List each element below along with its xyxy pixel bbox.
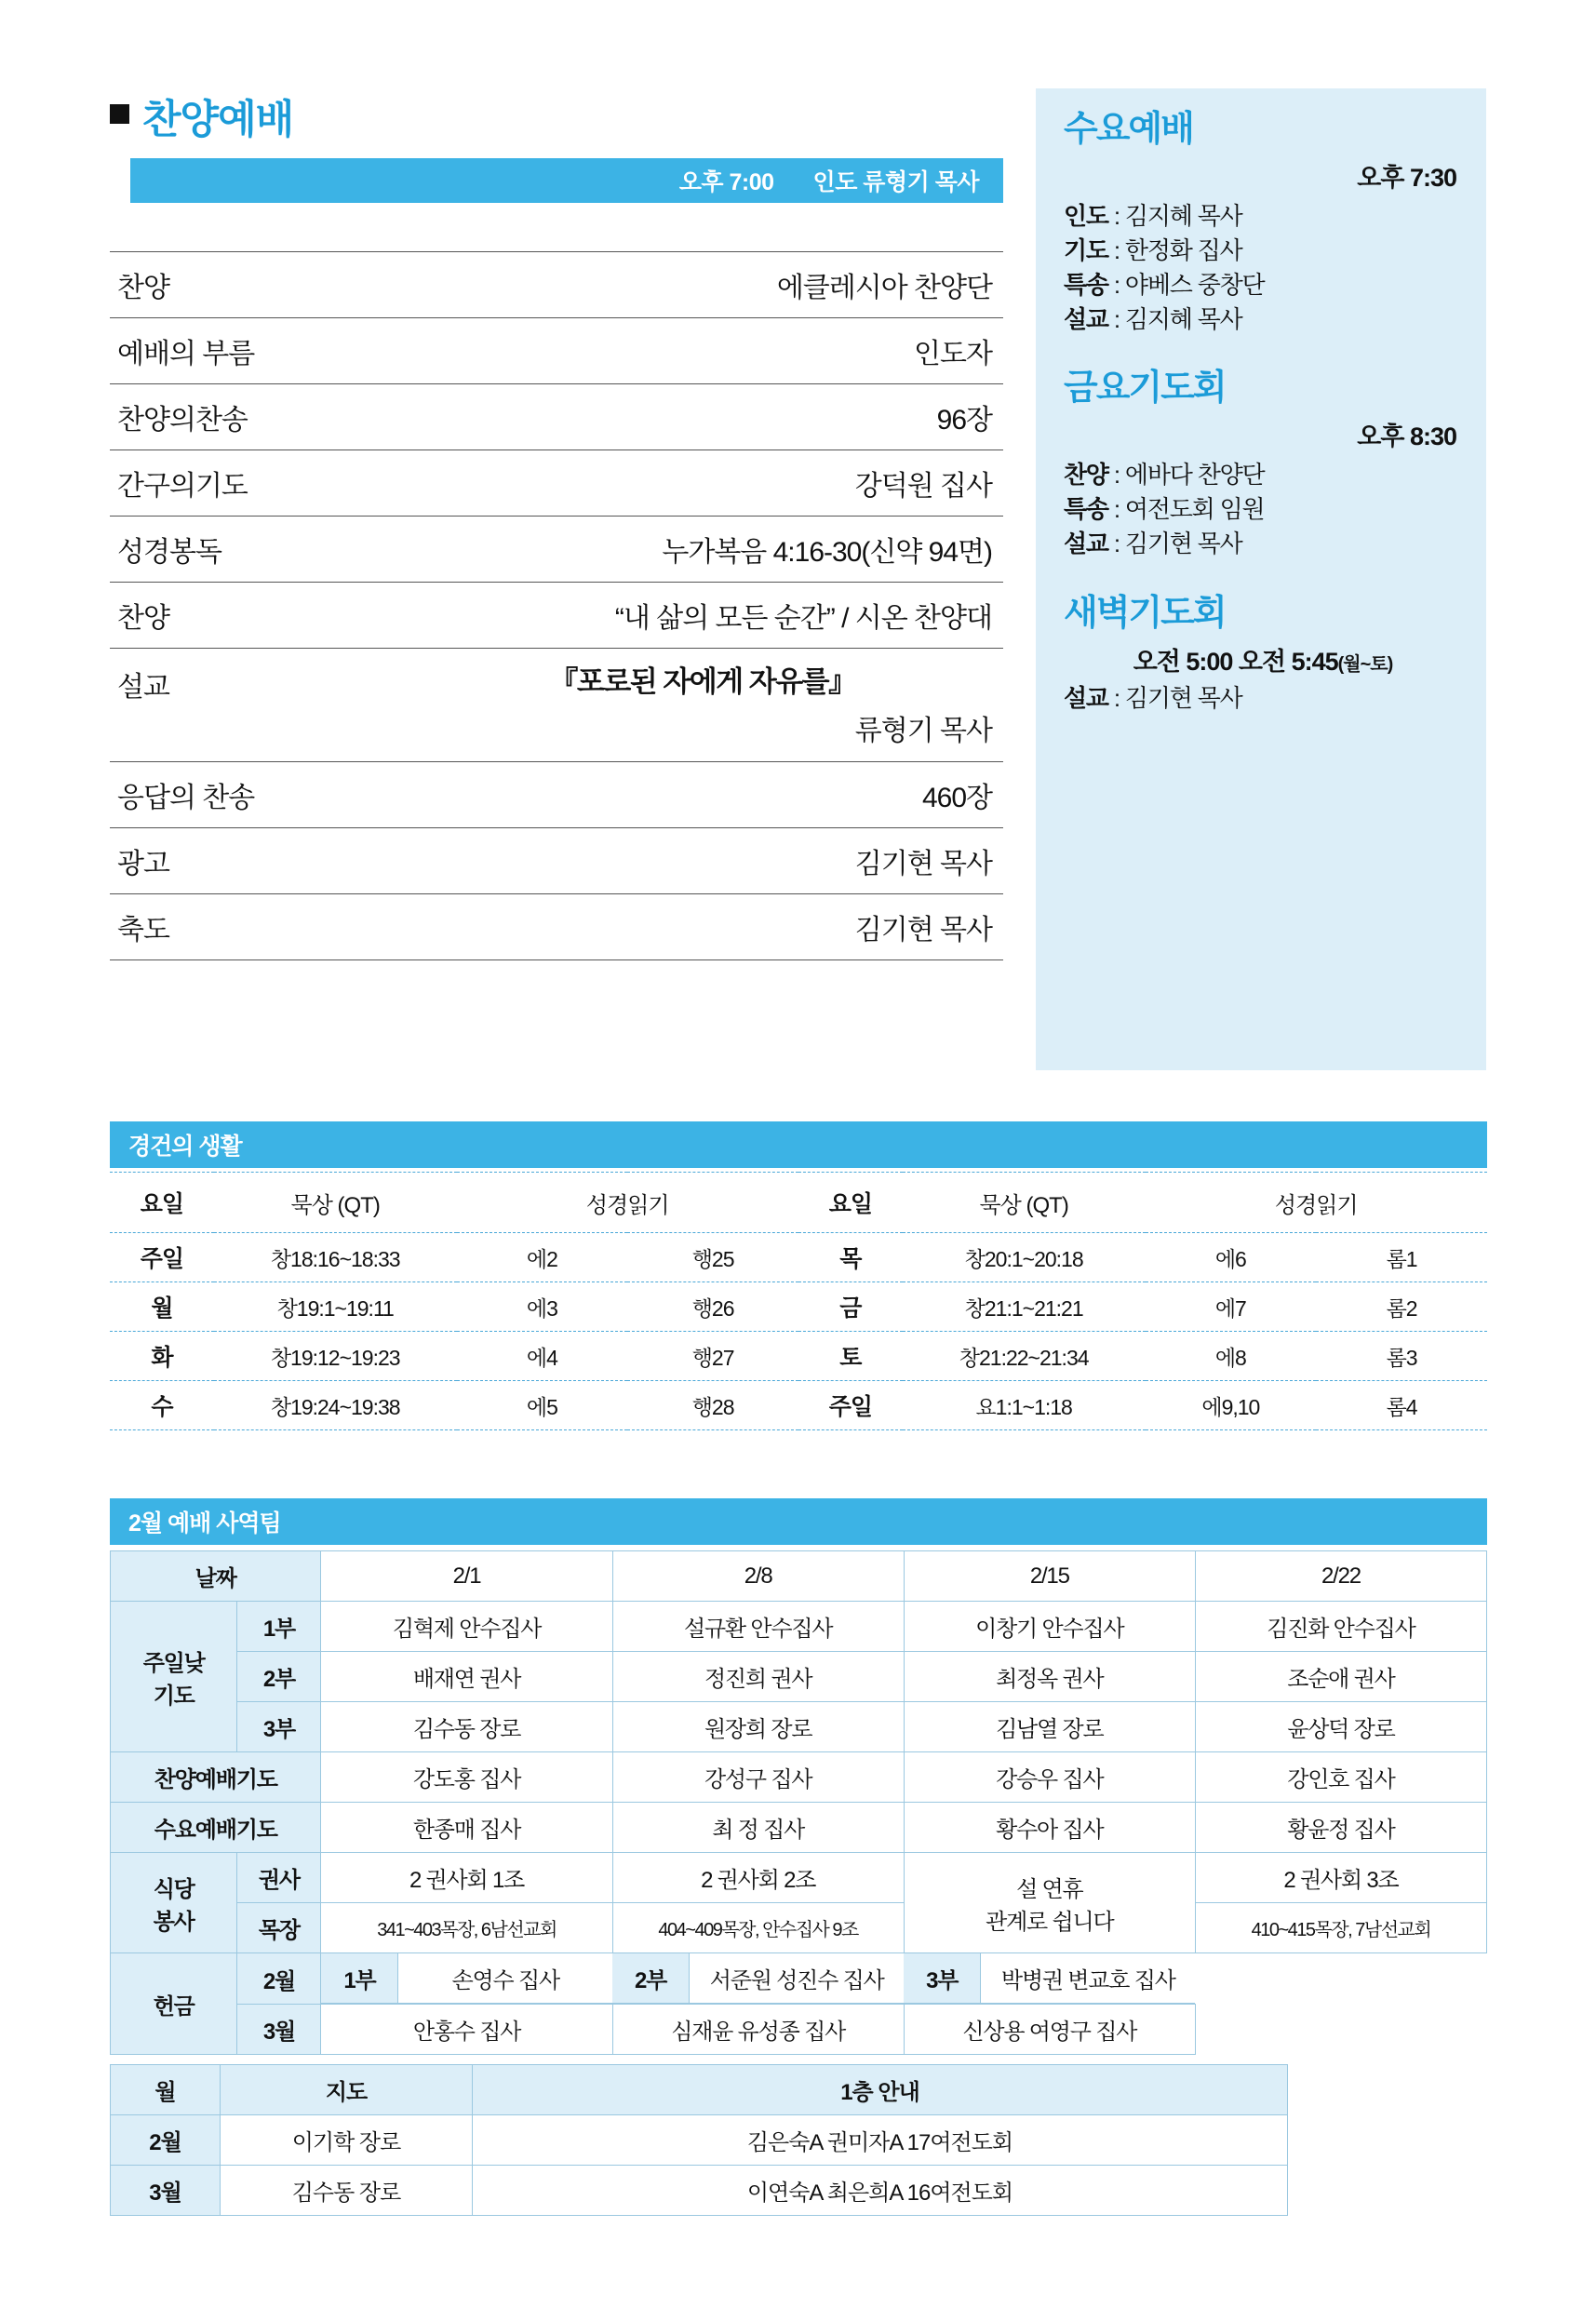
guide-table (110, 2064, 1288, 2216)
service-order-table (110, 251, 1003, 960)
table-row (111, 1953, 1487, 2005)
order-value: 누가복음 4:16-30(신약 94면) (662, 537, 992, 568)
qt-reading-a: 에3 (457, 1282, 628, 1332)
offering-name-3: 박병권 변교호 집사 (981, 1953, 1196, 2004)
ministry-team-table (110, 1550, 1487, 2055)
spacer (1064, 345, 1462, 369)
table-row (111, 2005, 1487, 2055)
order-label: 간구의기도 (117, 471, 248, 502)
cell: 김혁제 안수집사 (321, 1602, 612, 1652)
order-value: 인도자 (914, 339, 992, 369)
dawn-time (1064, 641, 1462, 678)
cafeteria-sub: 목장 (237, 1903, 321, 1953)
order-label: 찬양 (117, 273, 169, 303)
wednesday-line-key: 기도 (1064, 235, 1108, 264)
offering-month: 3월 (237, 2005, 321, 2055)
table-row (111, 1652, 1487, 1702)
guide-col-leader: 지도 (221, 2065, 473, 2115)
wednesday-line-value: 한정화 집사 (1124, 235, 1242, 264)
table-row (110, 828, 1003, 894)
qt-reading-b: 롬1 (1316, 1233, 1487, 1282)
cafeteria-sub: 권사 (237, 1853, 321, 1903)
dawn-time-main: 오전 5:00 오전 5:45 (1133, 647, 1338, 676)
table-row (110, 894, 1003, 960)
friday-line-key: 특송 (1064, 495, 1108, 524)
qt-meditation: 창19:12~19:23 (214, 1332, 457, 1381)
friday-line-value: 김기현 목사 (1124, 530, 1242, 558)
table-row (111, 1803, 1487, 1853)
sunday-prayer-label: 주일낮 기도 (111, 1602, 237, 1752)
cell: 정진희 권사 (612, 1652, 904, 1702)
col-day-2: 요일 (798, 1173, 903, 1233)
friday-line-key: 설교 (1064, 530, 1108, 558)
praise-service-header-bar (130, 158, 1003, 203)
devotional-life-table (110, 1172, 1487, 1430)
date-cell: 2/22 (1195, 1551, 1486, 1602)
qt-reading-b: 롬4 (1316, 1381, 1487, 1430)
table-row (111, 1903, 1487, 1953)
cell: 한종매 집사 (321, 1803, 612, 1853)
order-value: “내 삶의 모든 순간” / 시온 찬양대 (614, 603, 992, 634)
offering-label: 헌금 (111, 1953, 237, 2055)
qt-reading-a: 에6 (1146, 1233, 1317, 1282)
table-row (110, 450, 1003, 517)
table-row (111, 1702, 1487, 1752)
table-row (111, 2115, 1288, 2166)
order-label: 예배의 부름 (117, 339, 255, 369)
order-value: 김기현 목사 (854, 915, 992, 946)
cell: 김수동 장로 (321, 1702, 612, 1752)
table-row (110, 252, 1003, 318)
offering-group-1 (321, 1953, 612, 2005)
wednesday-service-block (1064, 111, 1462, 336)
other-services-box (1036, 88, 1486, 1070)
qt-reading-b: 행27 (627, 1332, 798, 1381)
sunday-prayer-sub: 3부 (237, 1702, 321, 1752)
order-label: 찬양 (117, 603, 169, 634)
praise-service-section (110, 88, 1003, 960)
offering-name-2: 서준원 성진수 집사 (690, 1953, 905, 2004)
qt-day: 화 (110, 1332, 214, 1381)
table-header-row (111, 2065, 1288, 2115)
offering-name-2: 심재윤 유성종 집사 (612, 2005, 904, 2055)
devotional-life-section (110, 1121, 1487, 1430)
table-row (111, 1602, 1487, 1652)
cell: 강성구 집사 (612, 1752, 904, 1803)
offering-name-3: 신상용 여영구 집사 (904, 2005, 1195, 2055)
sunday-prayer-sub: 2부 (237, 1652, 321, 1702)
wednesday-line-key: 인도 (1064, 201, 1108, 230)
friday-line: 특송 : 여전도회 임원 (1064, 495, 1265, 524)
sermon-label: 설교 (117, 672, 169, 703)
friday-line: 찬양 : 에바다 찬양단 (1064, 461, 1265, 490)
qt-reading-a: 에4 (457, 1332, 628, 1381)
sermon-preacher: 류형기 목사 (854, 716, 992, 746)
qt-reading-a: 에2 (457, 1233, 628, 1282)
wednesday-line: 설교 : 김지혜 목사 (1064, 304, 1242, 333)
table-header-row (111, 1551, 1487, 1602)
guide-floor1: 이연숙A 최은희A 16여전도회 (473, 2166, 1288, 2216)
order-value: 에클레시아 찬양단 (776, 273, 992, 303)
praise-service-title: 찬양예배 (142, 98, 294, 142)
cell: 410~415목장, 7남선교회 (1195, 1903, 1486, 1953)
wednesday-line-value: 김지혜 목사 (1124, 304, 1242, 333)
praise-service-time: 오후 7:00 (678, 169, 774, 195)
dawn-line: 설교 : 김기현 목사 (1064, 683, 1242, 712)
cell: 최 정 집사 (612, 1803, 904, 1853)
guide-leader: 이기학 장로 (221, 2115, 473, 2166)
offering-month: 2월 (237, 1953, 321, 2005)
cell: 최정옥 권사 (904, 1652, 1195, 1702)
cell: 341~403목장, 6남선교회 (321, 1903, 612, 1953)
cell: 이창기 안수집사 (904, 1602, 1195, 1652)
wed-prayer-label: 수요예배기도 (111, 1803, 321, 1853)
col-qt-1: 묵상 (QT) (214, 1173, 457, 1233)
qt-meditation: 창21:22~21:34 (903, 1332, 1146, 1381)
qt-reading-a: 에5 (457, 1381, 628, 1430)
praise-prayer-label: 찬양예배기도 (111, 1752, 321, 1803)
cell: 404~409목장, 안수집사 9조 (612, 1903, 904, 1953)
friday-title: 금요기도회 (1064, 369, 1226, 409)
qt-meditation: 창18:16~18:33 (214, 1233, 457, 1282)
dawn-time-note: (월~토) (1337, 653, 1393, 675)
order-label: 축도 (117, 915, 169, 946)
qt-reading-b: 롬3 (1316, 1332, 1487, 1381)
offering-part-3: 3부 (904, 1953, 981, 2004)
qt-day: 주일 (798, 1381, 903, 1430)
cafeteria-label: 식당 봉사 (111, 1853, 237, 1953)
offering-name-1: 안홍수 집사 (321, 2005, 612, 2055)
qt-reading-b: 롬2 (1316, 1282, 1487, 1332)
order-label: 광고 (117, 849, 169, 879)
cell: 황수아 집사 (904, 1803, 1195, 1853)
praise-service-leader: 인도 류형기 목사 (812, 169, 979, 195)
table-header-row (110, 1173, 1487, 1233)
qt-day: 주일 (110, 1233, 214, 1282)
offering-group-2 (612, 1953, 904, 2005)
guide-leader: 김수동 장로 (221, 2166, 473, 2216)
table-row (110, 762, 1003, 828)
date-cell: 2/15 (904, 1551, 1195, 1602)
qt-day: 목 (798, 1233, 903, 1282)
cell: 2 권사회 1조 (321, 1853, 612, 1903)
qt-reading-b: 행28 (627, 1381, 798, 1430)
qt-reading-a: 에8 (1146, 1332, 1317, 1381)
friday-time: 오후 8:30 (1357, 423, 1456, 451)
table-row (110, 583, 1003, 649)
friday-line-value: 에바다 찬양단 (1124, 461, 1265, 490)
order-label: 성경봉독 (117, 537, 221, 568)
friday-line: 설교 : 김기현 목사 (1064, 530, 1242, 558)
qt-meditation: 창19:24~19:38 (214, 1381, 457, 1430)
offering-part-2: 2부 (612, 1953, 690, 2004)
qt-meditation: 창19:1~19:11 (214, 1282, 457, 1332)
wednesday-line-value: 김지혜 목사 (1124, 201, 1242, 230)
cell: 2 권사회 3조 (1195, 1853, 1486, 1903)
guide-col-month: 월 (111, 2065, 221, 2115)
table-row (110, 384, 1003, 450)
col-reading-1: 성경읽기 (457, 1173, 798, 1233)
page-title (110, 88, 1003, 145)
qt-meditation: 요1:1~1:18 (903, 1381, 1146, 1430)
offering-name-1: 손영수 집사 (398, 1953, 612, 2004)
table-row (110, 1381, 1487, 1430)
guide-month: 3월 (111, 2166, 221, 2216)
table-row (110, 1282, 1487, 1332)
table-row (110, 318, 1003, 384)
qt-reading-b: 행25 (627, 1233, 798, 1282)
cell: 윤상덕 장로 (1195, 1702, 1486, 1752)
table-row (110, 1332, 1487, 1381)
dawn-service-block (1064, 595, 1462, 716)
order-value: 96장 (936, 405, 992, 436)
wednesday-line: 기도 : 한정화 집사 (1064, 235, 1242, 264)
devotional-life-header: 경건의 생활 (110, 1121, 1487, 1168)
qt-reading-a: 에9,10 (1146, 1381, 1317, 1430)
date-label: 날짜 (111, 1551, 321, 1602)
ministry-team-header: 2월 예배 사역팀 (110, 1498, 1487, 1545)
table-row (111, 2166, 1288, 2216)
wednesday-line-key: 설교 (1064, 304, 1108, 333)
cell: 2 권사회 2조 (612, 1853, 904, 1903)
cell: 강인호 집사 (1195, 1752, 1486, 1803)
cell: 강승우 집사 (904, 1752, 1195, 1803)
sunday-prayer-sub: 1부 (237, 1602, 321, 1652)
cafeteria-holiday-note: 설 연휴 관계로 쉽니다 (904, 1853, 1195, 1953)
cell: 조순애 권사 (1195, 1652, 1486, 1702)
qt-reading-b: 행26 (627, 1282, 798, 1332)
order-value: 김기현 목사 (854, 849, 992, 879)
square-bullet-icon (110, 104, 129, 124)
friday-line-key: 찬양 (1064, 461, 1108, 490)
guide-floor1: 김은숙A 권미자A 17여전도회 (473, 2115, 1288, 2166)
guide-month: 2월 (111, 2115, 221, 2166)
cell: 배재연 권사 (321, 1652, 612, 1702)
col-reading-2: 성경읽기 (1146, 1173, 1488, 1233)
offering-group-3 (904, 1953, 1195, 2005)
cell: 강도홍 집사 (321, 1752, 612, 1803)
ministry-team-section (110, 1498, 1487, 2055)
wednesday-line-key: 특송 (1064, 270, 1108, 299)
table-row-sermon (110, 649, 1003, 762)
wednesday-line-value: 야베스 중창단 (1124, 270, 1265, 299)
friday-service-block (1064, 369, 1462, 561)
dawn-title: 새벽기도회 (1064, 593, 1226, 633)
date-cell: 2/8 (612, 1551, 904, 1602)
cell: 황윤정 집사 (1195, 1803, 1486, 1853)
sermon-title: 『포로된 자에게 자유를』 (549, 665, 856, 698)
wednesday-time: 오후 7:30 (1357, 163, 1456, 192)
guide-col-floor1: 1층 안내 (473, 2065, 1288, 2115)
order-label: 찬양의찬송 (117, 405, 248, 436)
table-row (110, 517, 1003, 583)
date-cell: 2/1 (321, 1551, 612, 1602)
wednesday-line: 인도 : 김지혜 목사 (1064, 201, 1242, 230)
qt-reading-a: 에7 (1146, 1282, 1317, 1332)
qt-day: 토 (798, 1332, 903, 1381)
cell: 원장희 장로 (612, 1702, 904, 1752)
sermon-cell (374, 649, 1003, 762)
friday-line-value: 여전도회 임원 (1124, 495, 1265, 524)
col-day-1: 요일 (110, 1173, 214, 1233)
cell: 김남열 장로 (904, 1702, 1195, 1752)
col-qt-2: 묵상 (QT) (903, 1173, 1146, 1233)
order-label: 응답의 찬송 (117, 783, 255, 813)
qt-day: 월 (110, 1282, 214, 1332)
cell: 김진화 안수집사 (1195, 1602, 1486, 1652)
table-row (111, 1853, 1487, 1903)
wednesday-line: 특송 : 야베스 중창단 (1064, 270, 1265, 299)
order-value: 460장 (921, 783, 992, 813)
qt-meditation: 창21:1~21:21 (903, 1282, 1146, 1332)
table-row (110, 1233, 1487, 1282)
offering-part-1: 1부 (321, 1953, 398, 2004)
guide-section (110, 2064, 1287, 2216)
table-row (111, 1752, 1487, 1803)
qt-meditation: 창20:1~20:18 (903, 1233, 1146, 1282)
cell: 설규환 안수집사 (612, 1602, 904, 1652)
qt-day: 금 (798, 1282, 903, 1332)
order-value: 강덕원 집사 (854, 471, 992, 502)
dawn-line-key: 설교 (1064, 683, 1108, 712)
dawn-line-value: 김기현 목사 (1124, 683, 1242, 712)
wednesday-title: 수요예배 (1064, 110, 1193, 149)
qt-day: 수 (110, 1381, 214, 1430)
spacer (1064, 570, 1462, 595)
